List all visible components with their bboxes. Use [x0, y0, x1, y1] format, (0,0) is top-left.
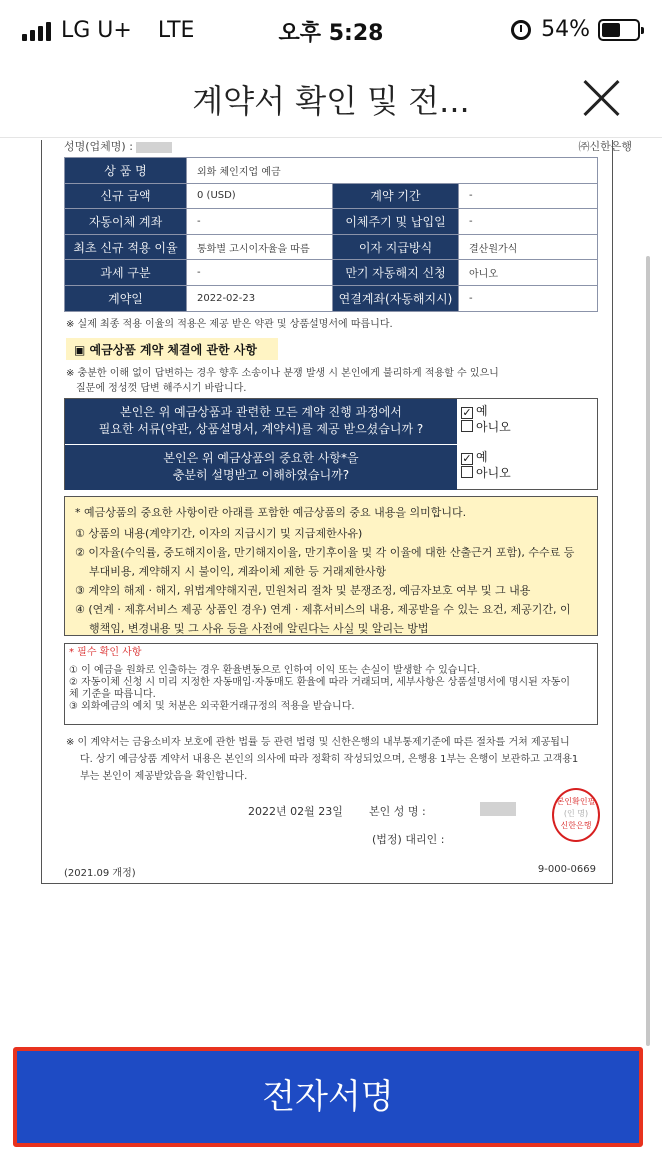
linked-account-label: 연결계좌(자동해지시) [333, 285, 459, 311]
contract-info-table [64, 157, 598, 312]
linked-account-value: - [459, 285, 598, 311]
rate-note: ※ 실제 최종 적용 이율의 적용은 제공 받은 약관 및 상품설명서에 따릅니다. [66, 319, 393, 330]
answer-note-line: 질문에 정성껏 답변 해주시기 바랍니다. [76, 383, 247, 394]
contract-note-line: ※ 이 계약서는 금융소비자 보호에 관한 법률 등 관련 법령 및 신한은행의 내부통제기준에 따른 절차를 거쳐 제공됩니 [66, 737, 570, 748]
auto-cancel-value: 아니오 [459, 260, 598, 286]
q1-no-checkbox[interactable] [461, 420, 473, 432]
new-amount-value: 0 (USD) [187, 183, 333, 209]
customer-name-row [64, 138, 172, 154]
e-sign-button[interactable]: 전자서명 [13, 1047, 643, 1147]
first-rate-label: 최초 신규 적용 이율 [65, 234, 187, 260]
required-check-head: * 필수 확인 사항 [69, 647, 142, 658]
masked-signer-name [480, 802, 516, 816]
interest-method-label: 이자 지급방식 [333, 234, 459, 260]
q2-yes-option[interactable] [461, 449, 581, 465]
contract-note [66, 734, 606, 785]
first-rate-value: 통화별 고시이자율을 따름 [187, 234, 333, 260]
question-1-line1: 본인은 위 예금상품과 관련한 모든 계약 진행 과정에서 [120, 405, 402, 419]
table-row [65, 209, 598, 235]
required-check-item: ① 이 예금을 원화로 인출하는 경우 환율변동으로 인하여 이익 또는 손실이 발생할 수 있습니다. [69, 665, 480, 676]
required-check-box [64, 643, 598, 725]
period-value: - [459, 183, 598, 209]
q1-no-option[interactable] [461, 419, 581, 435]
q2-yes-label: 예 [476, 450, 488, 464]
table-row [65, 183, 598, 209]
section-title: ▣ 예금상품 계약 체결에 관한 사항 [66, 338, 278, 360]
product-value: 외화 체인지업 예금 [187, 158, 598, 184]
table-row [65, 158, 598, 184]
question-1-options [461, 403, 581, 435]
header [0, 64, 662, 138]
tax-value: - [187, 260, 333, 286]
question-2 [65, 445, 457, 490]
q2-no-checkbox[interactable] [461, 466, 473, 478]
bank-name: ㈜신한은행 [578, 140, 632, 153]
question-1 [65, 399, 457, 444]
sign-date: 2022년 02월 23일 [248, 805, 343, 818]
auto-account-label: 자동이체 계좌 [65, 209, 187, 235]
required-check-item: ② 자동이체 신청 시 미리 지정한 자동매입·자동매도 환율에 따라 거래되며, 세부사항은 상품설명서에 명시된 자동이 [69, 677, 571, 688]
seal-top: 본인확인필 [556, 797, 596, 806]
question-2-line2: 충분히 설명받고 이해하였습니까? [172, 468, 350, 482]
important-item: ① 상품의 내용(계약기간, 이자의 지급시기 및 지급제한사유) [75, 527, 363, 540]
battery-percent: 54% [541, 17, 590, 42]
answer-note [66, 366, 596, 396]
auto-cancel-label: 만기 자동해지 신청 [333, 260, 459, 286]
seal-bottom: 신한은행 [560, 821, 592, 830]
agent-label: (법정) 대리인 : [372, 833, 445, 846]
contract-date-label: 계약일 [65, 285, 187, 311]
question-box [64, 398, 598, 490]
table-row [65, 234, 598, 260]
table-row [65, 260, 598, 286]
question-1-line2: 필요한 서류(약관, 상품설명서, 계약서)를 제공 받으셨습니까 ? [98, 422, 424, 436]
q2-no-label: 아니오 [476, 466, 511, 480]
contract-document[interactable] [41, 140, 632, 884]
carrier-label: LG U+ [61, 18, 132, 43]
seal-mid: (인 명) [563, 809, 589, 818]
document-number: 9-000-0669 [537, 864, 596, 875]
q1-yes-label: 예 [476, 404, 488, 418]
transfer-cycle-value: - [459, 209, 598, 235]
product-label: 상 품 명 [65, 158, 187, 184]
doc-head [42, 140, 632, 154]
signer-label: 본인 성 명 : [369, 805, 426, 818]
interest-method-value: 결산원가식 [459, 234, 598, 260]
contract-note-line: 다. 상기 예금상품 계약서 내용은 본인의 의사에 따라 정확히 작성되었으며, 은행용 1부는 은행이 보관하고 고객용1 [80, 754, 579, 765]
page-title: 계약서 확인 및 전... [192, 82, 470, 120]
status-bar [0, 0, 662, 64]
contract-note-line: 부는 본인이 제공받았음을 확인합니다. [80, 771, 248, 782]
table-row [65, 285, 598, 311]
scrollbar[interactable] [646, 256, 650, 1046]
auto-account-value: - [187, 209, 333, 235]
alarm-icon [511, 20, 531, 40]
period-label: 계약 기간 [333, 183, 459, 209]
new-amount-label: 신규 금액 [65, 183, 187, 209]
battery-icon [598, 19, 640, 41]
required-check-item: 체 기준을 따릅니다. [69, 689, 156, 700]
status-right [511, 17, 640, 42]
answer-note-line: ※ 충분한 이해 없이 답변하는 경우 향후 소송이나 분쟁 발생 시 본인에게 불리하게 적용할 수 있으니 [66, 368, 499, 379]
q1-yes-option[interactable] [461, 403, 581, 419]
important-item: ④ (연계 · 제휴서비스 제공 상품인 경우) 연계 · 제휴서비스의 내용, 제공받을 수 있는 요건, 제공기간, 이 [75, 603, 571, 616]
q2-yes-checkbox[interactable]: ✓ [462, 452, 472, 465]
required-check-item: ③ 외화예금의 예치 및 처분은 외국환거래규정의 적용을 받습니다. [69, 701, 355, 712]
important-item: 부대비용, 계약해지 시 불이익, 계좌이체 제한 등 거래제한사항 [89, 565, 387, 578]
network-label: LTE [157, 18, 195, 43]
contract-date-value: 2022-02-23 [187, 285, 333, 311]
q2-no-option[interactable] [461, 465, 581, 481]
important-item: ② 이자율(수익률, 중도해지이율, 만기해지이율, 만기후이율 및 각 이율에 대한 산출근거 포함), 수수료 등 [75, 546, 575, 559]
battery-fill [602, 23, 620, 37]
important-items-box [64, 496, 598, 636]
revision-label: (2021.09 개정) [64, 868, 136, 879]
important-head: * 예금상품의 중요한 사항이란 아래를 포함한 예금상품의 중요 내용을 의미합니다. [75, 506, 467, 519]
q1-no-label: 아니오 [476, 420, 511, 434]
tax-label: 과세 구분 [65, 260, 187, 286]
masked-name [136, 142, 172, 153]
customer-name-label: 성명(업체명) : [64, 140, 133, 153]
important-item: 행책임, 변경내용 및 그 사유 등을 사전에 알린다는 사실 및 알리는 방법 [89, 622, 429, 635]
close-icon[interactable] [582, 78, 622, 118]
status-time: 오후 5:28 [278, 21, 384, 46]
transfer-cycle-label: 이체주기 및 납입일 [333, 209, 459, 235]
question-2-line1: 본인은 위 예금상품의 중요한 사항*을 [163, 451, 359, 465]
question-2-options [461, 449, 581, 481]
bank-seal-stamp [552, 788, 600, 842]
important-item: ③ 계약의 해제 · 해지, 위법계약해지권, 민원처리 절차 및 분쟁조정, 예금자보호 여부 및 그 내용 [75, 584, 531, 597]
q1-yes-checkbox[interactable]: ✓ [462, 406, 472, 419]
